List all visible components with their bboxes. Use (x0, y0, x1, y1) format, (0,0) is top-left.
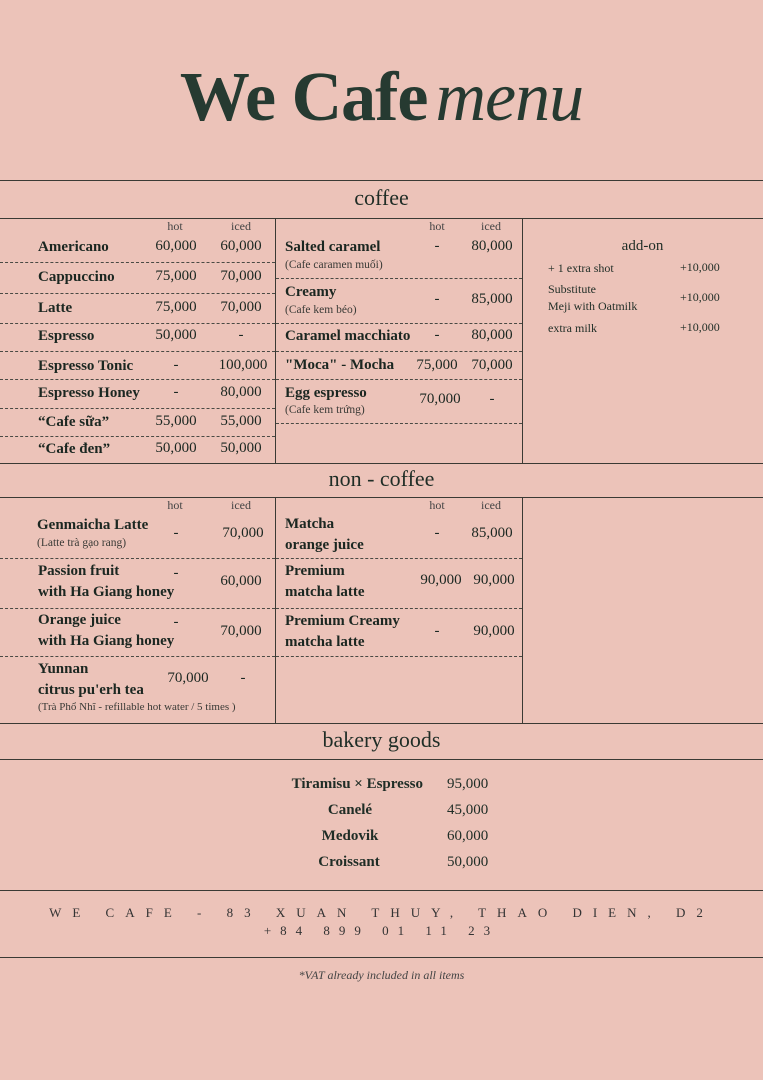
section-title-coffee: coffee (354, 185, 409, 210)
column-divider (275, 218, 276, 463)
price-hot: - (434, 238, 440, 254)
price-iced: 60,000 (220, 573, 262, 589)
section-title-non-coffee: non - coffee (328, 466, 435, 491)
price-iced: 55,000 (220, 413, 262, 429)
column-label-hot: hot (167, 498, 183, 512)
item-name: Caramel macchiato (285, 328, 411, 344)
item-name: Americano (38, 239, 109, 255)
item-name: Canelé (327, 802, 373, 818)
column-divider (275, 497, 276, 723)
column-label-hot: hot (429, 219, 445, 233)
price-iced: - (238, 327, 244, 343)
item-name: “Cafe đen” (38, 441, 111, 457)
row-divider (0, 323, 275, 324)
item-name: Latte (38, 300, 73, 316)
row-divider (276, 656, 522, 657)
item-name-line2: with Ha Giang honey (38, 633, 175, 649)
item-subtitle: (Cafe kem béo) (285, 304, 357, 316)
price-iced: 70,000 (471, 357, 513, 373)
item-subtitle: (Cafe kem trứng) (285, 404, 365, 416)
row-divider (0, 262, 275, 263)
row-divider (276, 278, 522, 279)
price-hot: - (173, 384, 179, 400)
item-name-line2: matcha latte (285, 584, 365, 600)
price-iced: 70,000 (220, 623, 262, 639)
brand-name: We Cafe (179, 59, 428, 136)
addon-name-line1: Substitute (548, 282, 597, 296)
column-label-iced: iced (231, 498, 251, 512)
column-label-iced: iced (481, 219, 501, 233)
row-divider (276, 608, 522, 609)
price-hot: 50,000 (155, 327, 197, 343)
price-iced: 50,000 (220, 440, 262, 456)
divider (0, 890, 763, 891)
item-name: Genmaicha Latte (37, 517, 149, 533)
price-hot: - (173, 614, 179, 630)
item-name-line1: Matcha (285, 516, 335, 532)
price-iced: 80,000 (471, 238, 513, 254)
addon-name: + 1 extra shot (548, 261, 614, 275)
divider (0, 497, 763, 498)
column-label-hot: hot (167, 219, 183, 233)
price-iced: 60,000 (220, 238, 262, 254)
price-iced: 90,000 (473, 572, 515, 588)
price-hot: - (173, 357, 179, 373)
item-name: Croissant (318, 854, 380, 870)
footer-address: WE CAFE - 83 XUAN THUY, THAO DIEN, D2 (49, 905, 714, 920)
price-iced: 70,000 (222, 525, 264, 541)
item-name-line2: with Ha Giang honey (38, 584, 175, 600)
price-iced: 80,000 (220, 384, 262, 400)
price-hot: - (434, 291, 440, 307)
item-name: Salted caramel (285, 239, 381, 255)
row-divider (276, 379, 522, 380)
item-name-line1: Premium (285, 563, 345, 579)
row-divider (276, 323, 522, 324)
price-hot: 75,000 (155, 268, 197, 284)
price-hot: 90,000 (420, 572, 462, 588)
price-iced: - (240, 670, 246, 686)
price: 50,000 (447, 854, 489, 870)
row-divider (0, 436, 275, 437)
row-divider (276, 351, 522, 352)
row-divider (0, 558, 275, 559)
section-title-bakery: bakery goods (322, 727, 441, 752)
price-hot: 50,000 (155, 440, 197, 456)
menu-word: menu (435, 59, 584, 136)
addon-price: +10,000 (680, 260, 720, 274)
addon-price: +10,000 (680, 290, 720, 304)
price-hot: 70,000 (419, 391, 461, 407)
column-label-iced: iced (231, 219, 251, 233)
vat-note: *VAT already included in all items (298, 968, 465, 982)
item-subtitle: (Cafe caramen muối) (285, 259, 383, 271)
row-divider (0, 293, 275, 294)
price-iced: 70,000 (220, 299, 262, 315)
divider (0, 957, 763, 958)
column-label-iced: iced (481, 498, 501, 512)
row-divider (0, 408, 275, 409)
item-name: “Cafe sữa” (38, 414, 110, 430)
item-name: Espresso Honey (38, 385, 140, 401)
item-name-line2: orange juice (285, 537, 364, 553)
addon-price: +10,000 (680, 320, 720, 334)
item-name: Egg espresso (285, 385, 367, 401)
item-name-line2: citrus pu'erh tea (38, 682, 144, 698)
price-iced: 85,000 (471, 525, 513, 541)
price-hot: - (434, 525, 440, 541)
item-name-line1: Orange juice (38, 612, 121, 628)
price-hot: - (434, 327, 440, 343)
item-name-line1: Premium Creamy (285, 613, 400, 629)
item-name: Medovik (321, 828, 379, 844)
row-divider (276, 423, 522, 424)
item-name-line1: Passion fruit (38, 563, 120, 579)
item-name: Cappuccino (38, 269, 115, 285)
menu-title (0, 58, 763, 138)
divider (0, 723, 763, 724)
item-name: Espresso Tonic (38, 358, 134, 374)
addon-title: add-on (621, 238, 664, 254)
footer-phone: +84 899 01 11 23 (263, 923, 500, 938)
price-hot: 55,000 (155, 413, 197, 429)
item-name: Tiramisu × Espresso (291, 776, 423, 792)
addon-name-line2: Meji with Oatmilk (548, 299, 638, 313)
price-iced: 85,000 (471, 291, 513, 307)
item-name-line1: Yunnan (38, 661, 89, 677)
price: 45,000 (447, 802, 489, 818)
item-name-line2: matcha latte (285, 634, 365, 650)
price: 95,000 (447, 776, 489, 792)
price-hot: 60,000 (155, 238, 197, 254)
price-iced: 90,000 (473, 623, 515, 639)
divider (0, 180, 763, 181)
price-hot: 75,000 (155, 299, 197, 315)
column-label-hot: hot (429, 498, 445, 512)
price-iced: 70,000 (220, 268, 262, 284)
row-divider (0, 351, 275, 352)
price-iced: - (489, 391, 495, 407)
item-name: "Moca" - Mocha (285, 357, 395, 373)
addon-name: extra milk (548, 321, 597, 335)
row-divider (0, 379, 275, 380)
price-hot: - (173, 565, 179, 581)
price: 60,000 (447, 828, 489, 844)
item-subtitle: (Latte trà gạo rang) (37, 537, 127, 549)
item-subtitle: (Trà Phổ Nhĩ - refillable hot water / 5 times ) (38, 701, 236, 713)
price-hot: 70,000 (167, 670, 209, 686)
price-hot: - (173, 525, 179, 541)
price-hot: - (434, 623, 440, 639)
divider (0, 463, 763, 464)
item-name: Creamy (285, 284, 337, 300)
item-name: Espresso (38, 328, 95, 344)
divider (0, 218, 763, 219)
divider (0, 759, 763, 760)
row-divider (0, 656, 275, 657)
row-divider (0, 608, 275, 609)
price-iced: 80,000 (471, 327, 513, 343)
price-hot: 75,000 (416, 357, 458, 373)
row-divider (276, 558, 522, 559)
price-iced: 100,000 (218, 357, 268, 373)
